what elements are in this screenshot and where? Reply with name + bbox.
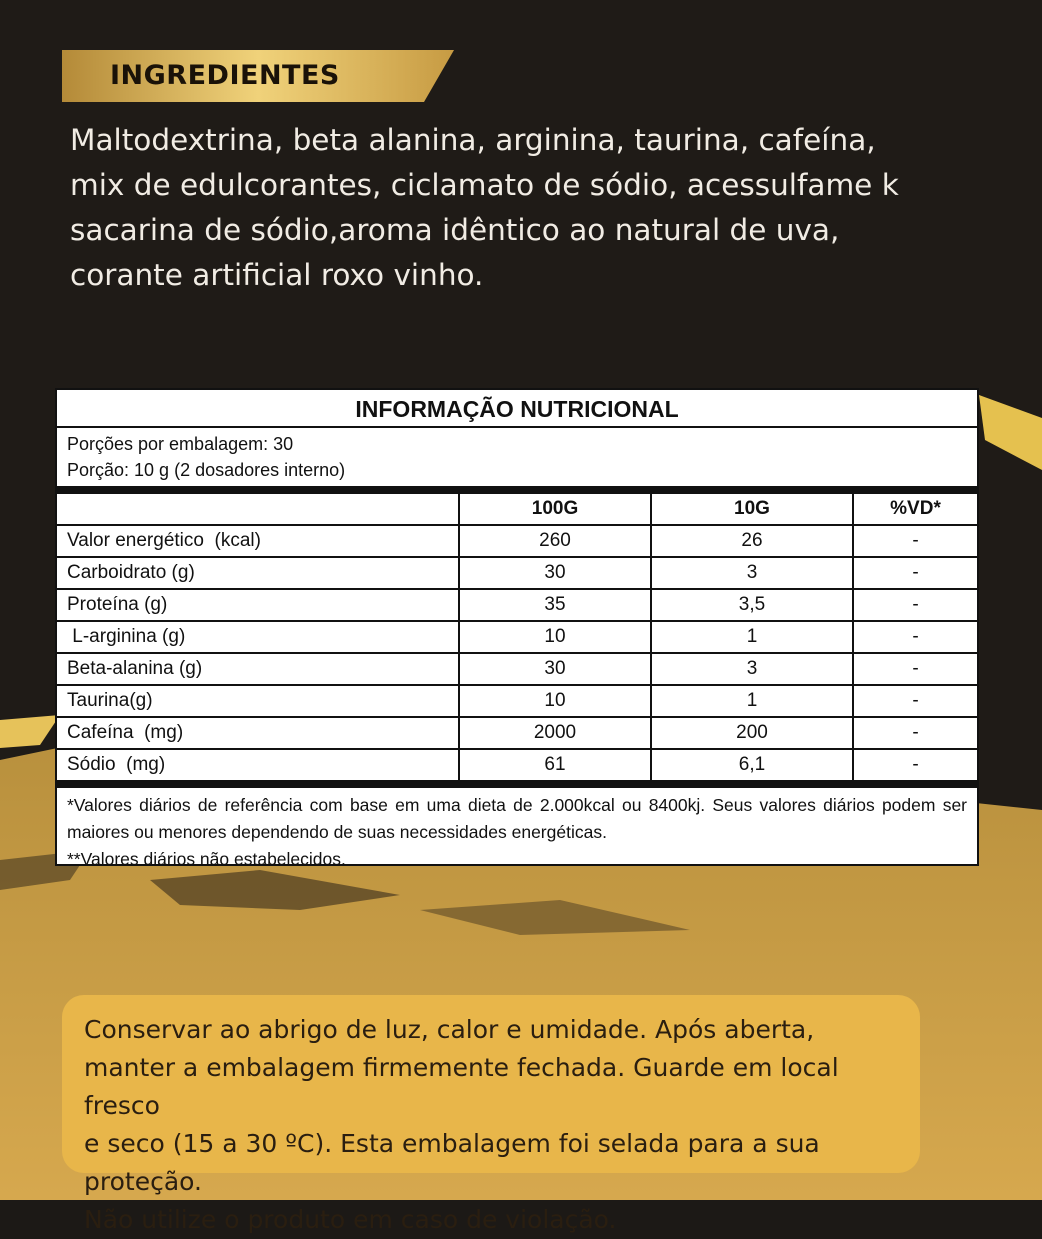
value-10g: 6,1 — [651, 749, 853, 781]
ingredients-text — [70, 118, 1000, 298]
value-100g: 35 — [459, 589, 651, 621]
table-row — [57, 589, 977, 621]
nutrient-label: Carboidrato (g) — [57, 557, 459, 589]
value-vd: - — [853, 621, 977, 653]
footnote-daily-values: *Valores diários de referência com base em uma dieta de 2.000kcal ou 8400kj. Seus valores diários podem ser maiores ou menores dependendo de suas necessidades energéticas. — [67, 795, 967, 842]
ingredients-line: corante artificial roxo vinho. — [70, 258, 484, 292]
value-100g: 260 — [459, 525, 651, 557]
value-100g: 30 — [459, 653, 651, 685]
column-header-nutrient — [57, 493, 459, 525]
nutrient-label: Valor energético (kcal) — [57, 525, 459, 557]
column-header-100g: 100G — [459, 493, 651, 525]
ingredients-banner — [62, 50, 454, 102]
value-vd: - — [853, 685, 977, 717]
value-100g: 61 — [459, 749, 651, 781]
storage-line: Não utilize o produto em caso de violação. — [84, 1205, 617, 1234]
nutrition-title: INFORMAÇÃO NUTRICIONAL — [57, 390, 977, 428]
ingredients-line: sacarina de sódio,aroma idêntico ao natural de uva, — [70, 213, 840, 247]
ingredients-heading: INGREDIENTES — [110, 60, 340, 91]
table-row — [57, 749, 977, 781]
table-row — [57, 685, 977, 717]
nutrient-label: Taurina(g) — [57, 685, 459, 717]
value-vd: - — [853, 717, 977, 749]
value-vd: - — [853, 749, 977, 781]
nutrient-label: Sódio (mg) — [57, 749, 459, 781]
storage-line: manter a embalagem firmemente fechada. Guarde em local fresco — [84, 1053, 839, 1120]
table-header-row — [57, 493, 977, 525]
value-10g: 200 — [651, 717, 853, 749]
table-row — [57, 525, 977, 557]
value-10g: 1 — [651, 685, 853, 717]
value-100g: 2000 — [459, 717, 651, 749]
table-row — [57, 653, 977, 685]
portion-info — [57, 428, 977, 492]
value-vd: - — [853, 557, 977, 589]
nutrient-label: Proteína (g) — [57, 589, 459, 621]
ingredients-line: mix de edulcorantes, ciclamato de sódio, acessulfame k — [70, 168, 899, 202]
column-header-10g: 10G — [651, 493, 853, 525]
serving-size: Porção: 10 g (2 dosadores interno) — [67, 460, 346, 480]
value-100g: 10 — [459, 621, 651, 653]
table-row — [57, 557, 977, 589]
value-10g: 3 — [651, 653, 853, 685]
value-vd: - — [853, 525, 977, 557]
nutrient-label: Cafeína (mg) — [57, 717, 459, 749]
nutrient-label: Beta-alanina (g) — [57, 653, 459, 685]
servings-per-package: Porções por embalagem: 30 — [67, 434, 294, 454]
value-vd: - — [853, 589, 977, 621]
nutrition-footnote — [57, 782, 977, 873]
table-row — [57, 621, 977, 653]
storage-instructions-box — [62, 995, 920, 1234]
value-100g: 10 — [459, 685, 651, 717]
footnote-not-established: **Valores diários não estabelecidos. — [67, 849, 346, 869]
nutrition-table — [57, 492, 977, 782]
value-10g: 26 — [651, 525, 853, 557]
column-header-vd: %VD* — [853, 493, 977, 525]
value-100g: 30 — [459, 557, 651, 589]
value-10g: 3,5 — [651, 589, 853, 621]
value-vd: - — [853, 653, 977, 685]
storage-line: Conservar ao abrigo de luz, calor e umidade. Após aberta, — [84, 1015, 815, 1044]
value-10g: 3 — [651, 557, 853, 589]
nutrient-label: L-arginina (g) — [57, 621, 459, 653]
ingredients-line: Maltodextrina, beta alanina, arginina, taurina, cafeína, — [70, 123, 876, 157]
value-10g: 1 — [651, 621, 853, 653]
table-row — [57, 717, 977, 749]
nutrition-facts-panel — [55, 388, 979, 869]
storage-line: e seco (15 a 30 ºC). Esta embalagem foi selada para a sua proteção. — [84, 1129, 820, 1196]
